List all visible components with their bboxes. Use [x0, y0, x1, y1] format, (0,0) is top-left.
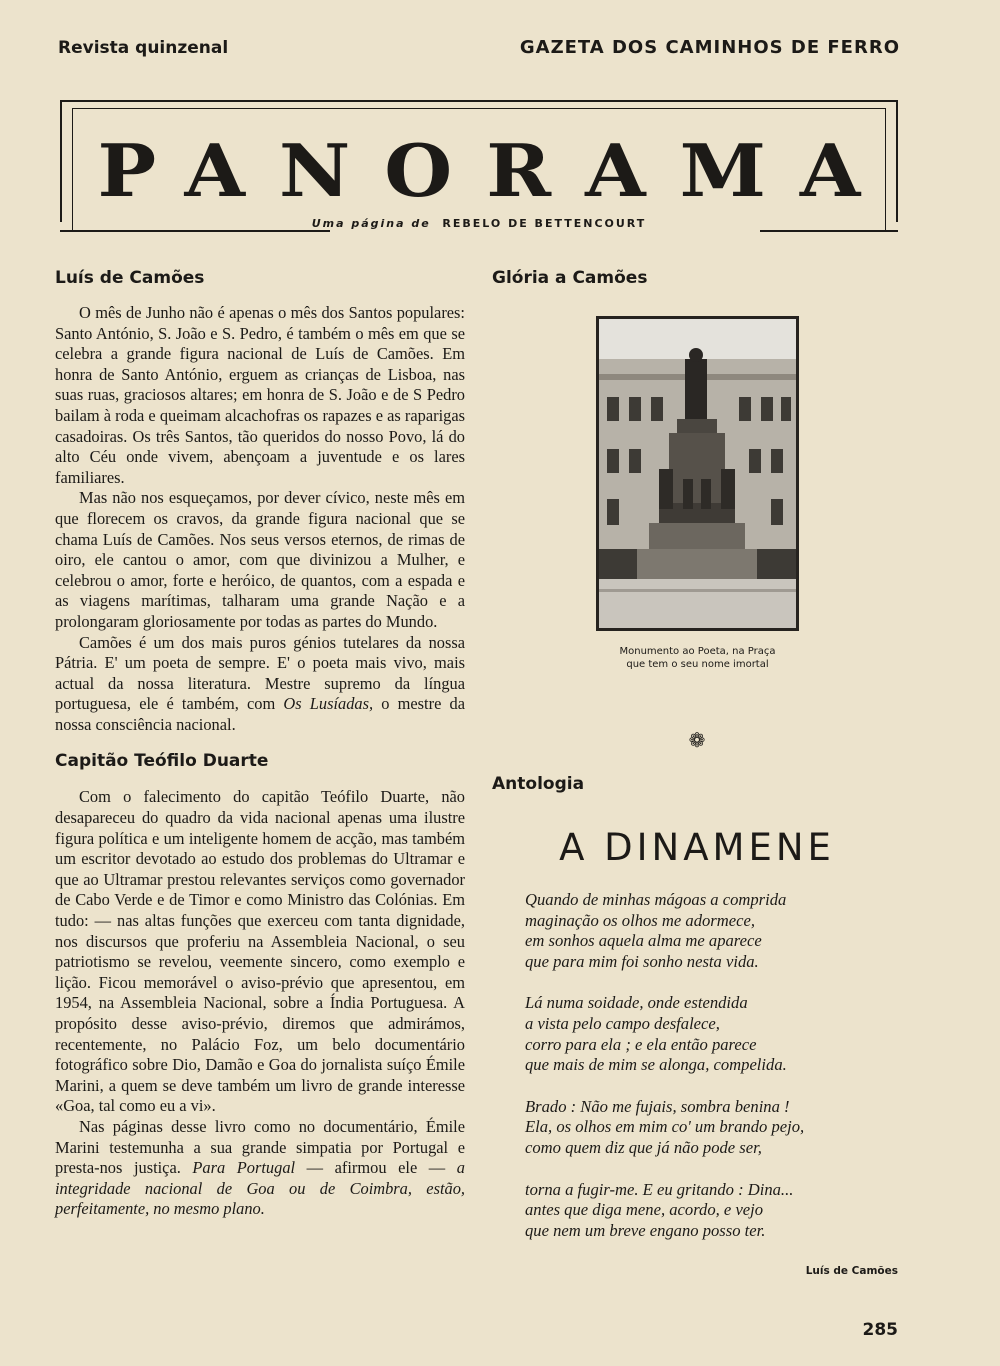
monument-photo: [596, 316, 799, 631]
flower-ornament-icon: ❁: [688, 728, 706, 752]
banner-rule-left: [60, 230, 330, 232]
poem-stanza: [525, 993, 885, 1075]
banner-title: PANORAMA: [97, 129, 895, 214]
poem-author: Luís de Camões: [805, 1265, 898, 1277]
poem-line: como quem diz que já não pode ser,: [525, 1137, 762, 1157]
poem-line: a vista pelo campo desfalece,: [525, 1013, 720, 1033]
left-column: [55, 266, 465, 1220]
subtitle-prefix: Uma página de: [311, 217, 431, 230]
paragraph-teofilo-2: Nas páginas desse livro como no documentário, Émile Marini testemunha a sua grande simpatia por Portugal e presta-nos justiça. Para Portugal — afirmou ele — a integridade nacional de Goa ou de Coimbra, estão, perfeitamente, no mesmo plano.: [55, 1116, 465, 1219]
caption-line-1: Monumento ao Poeta, na Praça: [619, 646, 776, 657]
running-header-right: GAZETA DOS CAMINHOS DE FERRO: [519, 37, 900, 58]
poem-body: [525, 890, 885, 1262]
paragraph-camoes-3: Camões é um dos mais puros génios tutelares da nossa Pátria. E' um poeta de sempre. E' o poeta mais vivo, mais actual da nossa literatura. Mestre supremo da língua portuguesa, ele é também, com Os Lusíadas, o mestre da nossa consciência nacional.: [55, 632, 465, 734]
paragraph-camoes-2: Mas não nos esqueçamos, por dever cívico, neste mês em que florecem os cravos, da grande figura nacional que se chama Luís de Camões. Nos seus versos eternos, de rimas de oiro, ele cantou o amor, com que divinizou a Mulher, e celebrou o amor, forte e heróico, de quantos, com a espada e as viagens marítimas, talharam uma grande Nação e a prolongaram gloriosamente por todas as partes do Mundo.: [55, 488, 465, 631]
poem-line: Quando de minhas mágoas a comprida: [525, 890, 787, 909]
poem-stanza: [525, 890, 885, 972]
poem-line: em sonhos aquela alma me aparece: [525, 931, 762, 951]
page-number: 285: [862, 1320, 898, 1340]
panorama-banner: [60, 100, 898, 222]
poem-line: antes que diga mene, acordo, e vejo: [525, 1200, 764, 1220]
running-header-left: Revista quinzenal: [58, 38, 229, 58]
poem-line: que para mim foi sonho nesta vida.: [525, 951, 759, 971]
subtitle-author: REBELO DE BETTENCOURT: [442, 217, 647, 230]
poem-line: Brado : Não me fujais, sombra benina !: [525, 1096, 790, 1116]
paragraph-teofilo-1: Com o falecimento do capitão Teófilo Duarte, não desapareceu do quadro da vida nacional apenas uma ilustre figura política e um inteligente homem de acção, mas também um escritor devotado ao estudo dos problemas do Ultramar e que ao Ultramar prestou relevantes serviços como governador de Cabo Verde e de Timor e como Ministro das Colónias. Em tudo: — nas altas funções que exerceu com tanta dignidade, nos discursos que proferiu na Assembleia Nacional, o seu patriotismo se revelou, veemente sincero, como exemplo e lição. Ficou memorável o aviso-prévio que apresentou, em 1954, na Assembleia Nacional, sobre a Índia Portuguesa. A propósito desse aviso-prévio, diremos que admirámos, recentemente, no Palácio Foz, um belo documentário fotográfico sobre Dio, Damão e Goa do jornalista suíço Émile Marini, a quem se deve também um livro de grande interesse «Goa, tal como eu a vi».: [55, 787, 465, 1116]
poem-line: Ela, os olhos em mim co' um brando pejo,: [525, 1117, 805, 1137]
poem-line: torna a fugir-me. E eu gritando : Dina...: [525, 1179, 794, 1199]
photo-caption: [596, 645, 799, 671]
heading-luis-de-camoes: Luís de Camões: [55, 268, 205, 288]
poem-stanza: [525, 1097, 885, 1159]
heading-gloria-a-camoes: Glória a Camões: [492, 268, 648, 288]
poem-line: maginação os olhos me adormece,: [525, 910, 755, 930]
banner-subtitle: [60, 217, 898, 230]
poem-title: A DINAMENE: [559, 826, 835, 869]
paragraph-camoes-1: O mês de Junho não é apenas o mês dos Santos populares: Santo António, S. João e S. Pedro, é também o mês em que se celebra a grande figura nacional de Luís de Camões. Em honra de Santo António, erguem as crianças de Lisboa, nas suas ruas, graciosos altares; em honra de S. João e de S Pedro bailam à roda e queimam alcachofras os rapazes e as raparigas casadoiras. Os três Santos, tão queridos do nosso Povo, lá do alto Céu onde vivem, abençoam a juventude e os lares familiares.: [55, 303, 465, 487]
poem-stanza: [525, 1180, 885, 1242]
poem-line: Lá numa soidade, onde estendida: [525, 993, 748, 1013]
poem-line: corro para ela ; e ela então parece: [525, 1034, 757, 1054]
heading-antologia: Antologia: [492, 774, 585, 794]
heading-teofilo-duarte: Capitão Teófilo Duarte: [55, 751, 269, 772]
banner-rule-right: [760, 230, 898, 232]
poem-line: que nem um breve engano posso ter.: [525, 1220, 766, 1240]
caption-line-2: que tem o seu nome imortal: [626, 659, 769, 670]
poem-line: que mais de mim se alonga, compelida.: [525, 1055, 787, 1075]
monument-photo-icon: [599, 319, 796, 628]
